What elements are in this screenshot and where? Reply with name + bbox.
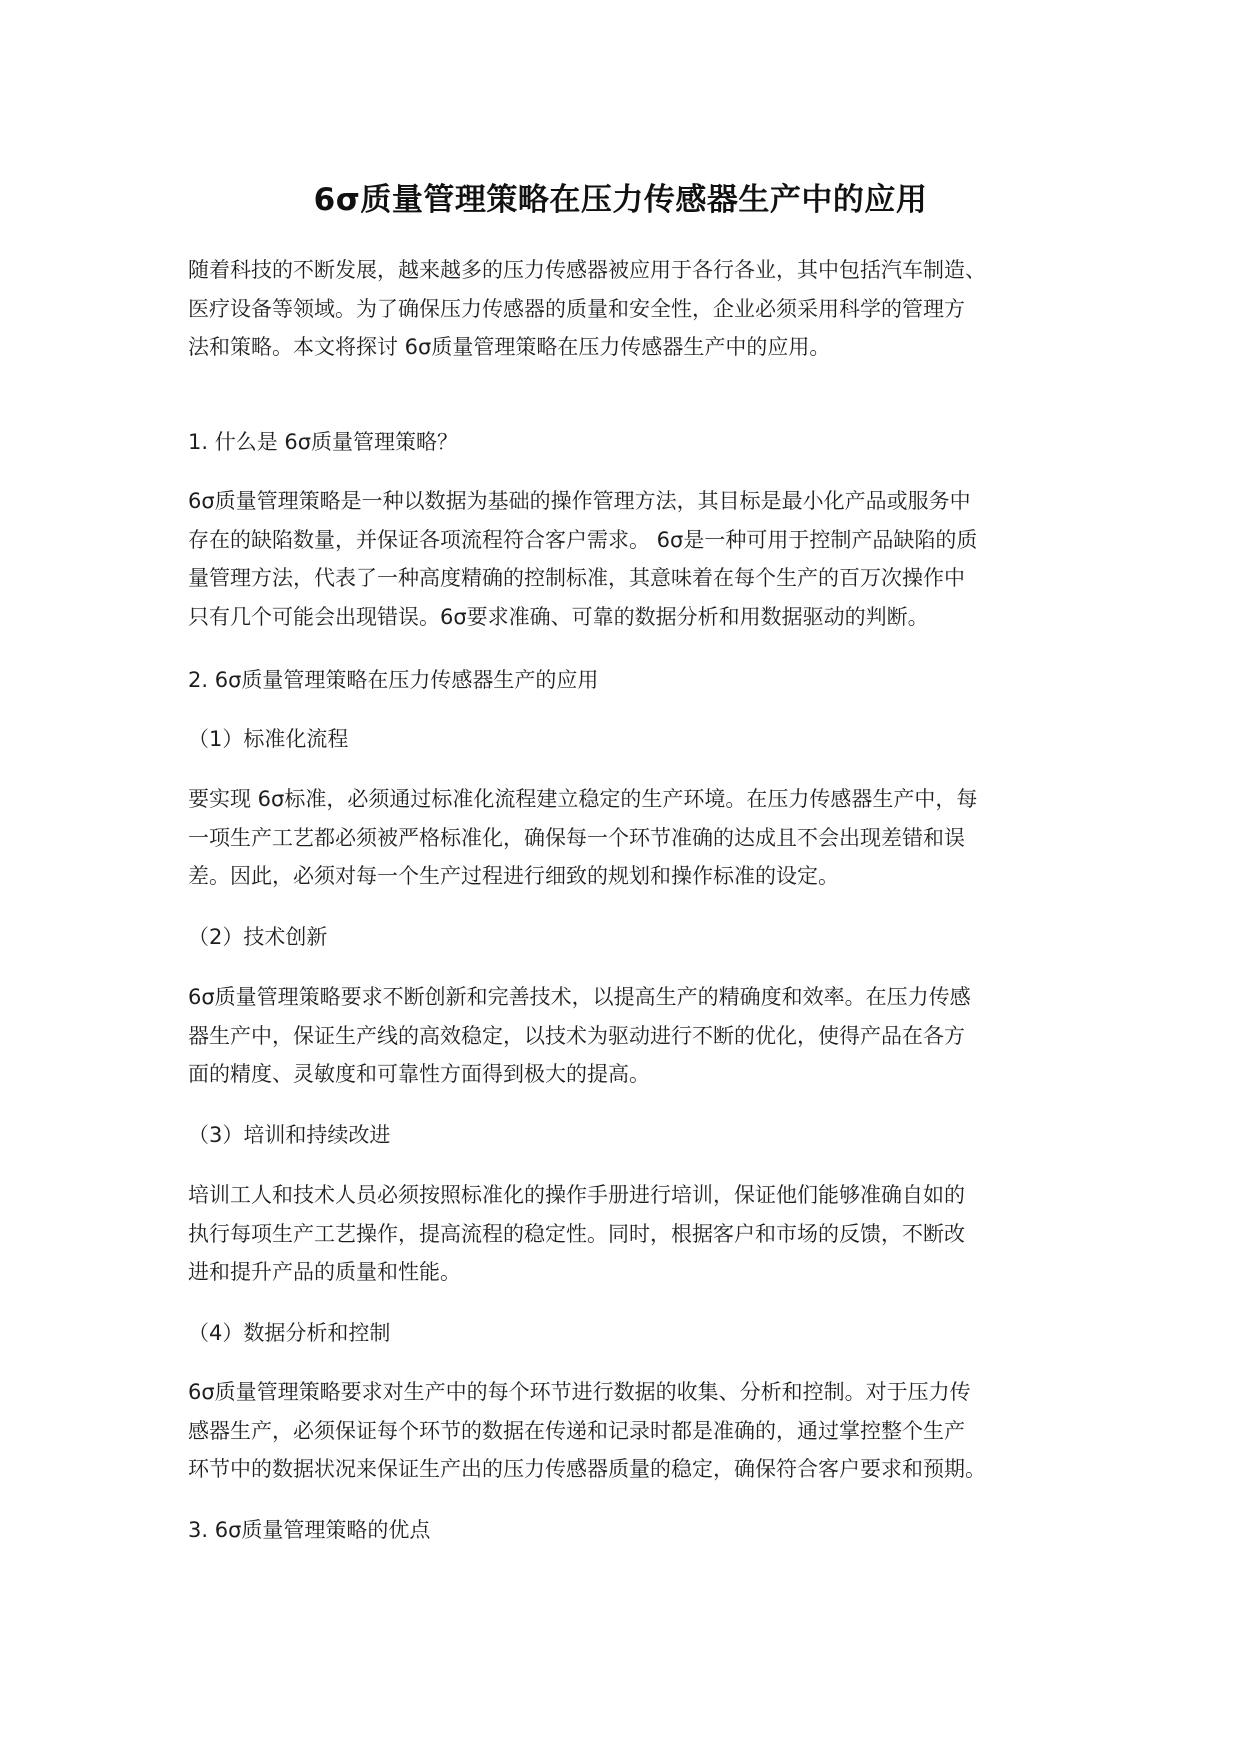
subheading-standardization <box>188 720 1068 759</box>
paragraph-training <box>188 1176 1068 1292</box>
text-line: 6σ质量管理策略要求对生产中的每个环节进行数据的收集、分析和控制。对于压力传 <box>188 1380 971 1404</box>
text-line: 只有几个可能会出现错误。6σ要求准确、可靠的数据分析和用数据驱动的判断。 <box>188 604 929 629</box>
subheading-training <box>188 1116 1068 1155</box>
subheading-text: （4）数据分析和控制 <box>188 1321 391 1345</box>
text-line: 器生产中，保证生产线的高效稳定，以技术为驱动进行不断的优化，使得产品在各方 <box>188 1023 965 1048</box>
text-line: 随着科技的不断发展，越来越多的压力传感器被应用于各行各业，其中包括汽车制造、 <box>188 258 986 282</box>
text-line: 执行每项生产工艺操作，提高流程的稳定性。同时，根据客户和市场的反馈，不断改 <box>188 1221 965 1246</box>
section-heading-1 <box>188 423 1068 462</box>
text-line: 面的精度、灵敏度和可靠性方面得到极大的提高。 <box>188 1062 650 1086</box>
text-line: 量管理方法，代表了一种高度精确的控制标准，其意味着在每个生产的百万次操作中 <box>188 566 965 590</box>
paragraph-data-analysis <box>188 1373 1068 1489</box>
subheading-text: （2）技术创新 <box>188 925 328 949</box>
subheading-text: （1）标准化流程 <box>188 727 349 751</box>
subheading-data-analysis <box>188 1314 1068 1353</box>
document-title: 6σ质量管理策略在压力传感器生产中的应用 <box>313 182 928 218</box>
section-heading-3 <box>188 1511 1068 1550</box>
paragraph-what-is-6sigma <box>188 482 1068 636</box>
subheading-text: （3）培训和持续改进 <box>188 1123 391 1147</box>
heading-text: 2. 6σ质量管理策略在压力传感器生产的应用 <box>188 668 599 692</box>
text-line: 差。因此，必须对每一个生产过程进行细致的规划和操作标准的设定。 <box>188 864 839 888</box>
heading-text: 1. 什么是 6σ质量管理策略？ <box>188 430 459 454</box>
text-line: 6σ质量管理策略要求不断创新和完善技术，以提高生产的精确度和效率。在压力传感 <box>188 985 971 1009</box>
text-line: 医疗设备等领域。为了确保压力传感器的质量和安全性，企业必须采用科学的管理方 <box>188 296 965 321</box>
heading-text: 3. 6σ质量管理策略的优点 <box>188 1518 431 1542</box>
text-line: 存在的缺陷数量，并保证各项流程符合客户需求。 6σ是一种可用于控制产品缺陷的质 <box>188 527 978 552</box>
text-line: 一项生产工艺都必须被严格标准化，确保每一个环节准确的达成且不会出现差错和误 <box>188 825 965 850</box>
section-heading-2 <box>188 661 1068 700</box>
text-line: 要实现 6σ标准，必须通过标准化流程建立稳定的生产环境。在压力传感器生产中，每 <box>188 787 978 811</box>
paragraph-intro <box>188 251 1068 367</box>
text-line: 培训工人和技术人员必须按照标准化的操作手册进行培训，保证他们能够准确自如的 <box>188 1183 965 1207</box>
paragraph-innovation <box>188 978 1068 1094</box>
text-line: 法和策略。本文将探讨 6σ质量管理策略在压力传感器生产中的应用。 <box>188 335 831 359</box>
text-line: 环节中的数据状况来保证生产出的压力传感器质量的稳定，确保符合客户要求和预期。 <box>188 1457 986 1481</box>
text-line: 进和提升产品的质量和性能。 <box>188 1260 461 1284</box>
subheading-innovation <box>188 918 1068 957</box>
text-line: 感器生产，必须保证每个环节的数据在传递和记录时都是准确的，通过掌控整个生产 <box>188 1418 965 1443</box>
paragraph-standardization <box>188 780 1068 896</box>
text-line: 6σ质量管理策略是一种以数据为基础的操作管理方法，其目标是最小化产品或服务中 <box>188 489 971 513</box>
